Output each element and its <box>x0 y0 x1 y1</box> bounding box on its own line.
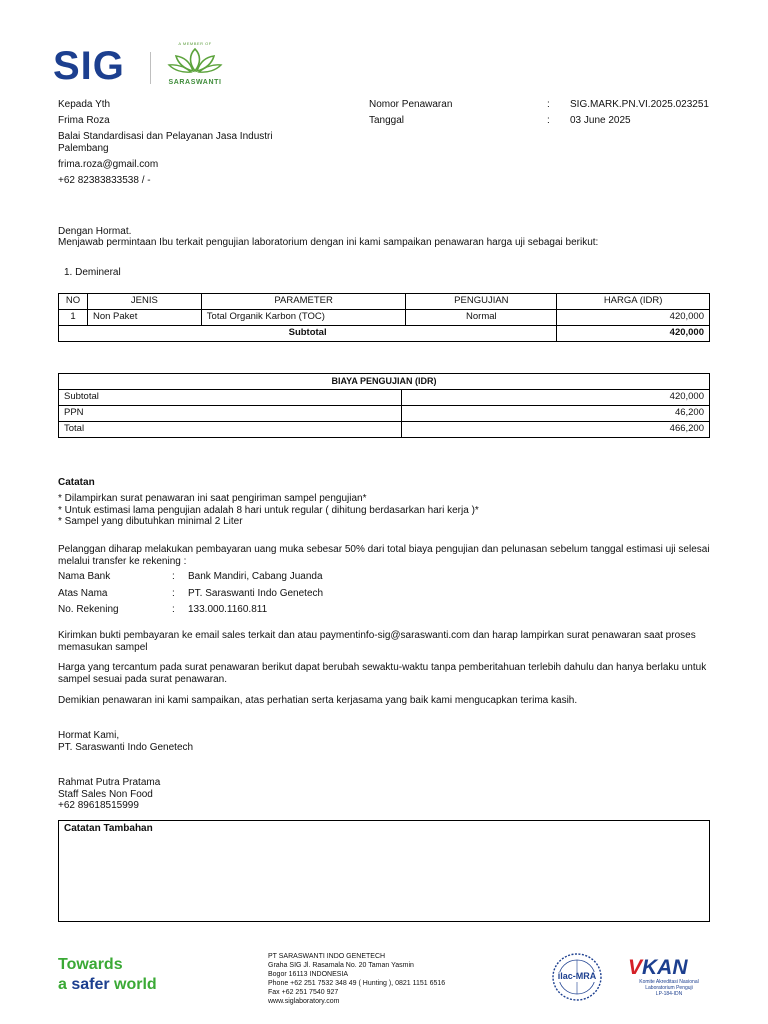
ilac-mra-logo <box>551 952 603 1002</box>
footer-address-2: Bogor 16113 INDONESIA <box>268 971 349 978</box>
note-item: * Sampel yang dibutuhkan minimal 2 Liter <box>58 516 243 527</box>
footer-address-1: Graha SIG Jl. Rasamala No. 20 Taman Yasmin <box>268 962 414 969</box>
table-row <box>59 310 710 326</box>
subtotal-value: 420,000 <box>557 326 710 342</box>
cost-label: PPN <box>59 406 402 422</box>
closing-text: Demikian penawaran ini kami sampaikan, atas perhatian serta kerjasama yang baik kami mengucapkan terima kasih. <box>58 695 578 706</box>
cost-label: Total <box>59 422 402 438</box>
separator: : <box>547 115 550 126</box>
subtotal-row <box>59 326 710 342</box>
cell-jenis: Non Paket <box>87 310 201 326</box>
cell-harga: 420,000 <box>557 310 710 326</box>
signer-phone: +62 89618515999 <box>58 800 139 811</box>
offer-number-value: SIG.MARK.PN.VI.2025.023251 <box>570 99 709 110</box>
tagline-world: world <box>109 976 157 993</box>
intro-text: Menjawab permintaan Ibu terkait pengujian laboratorium dengan ini kami sampaikan penawaran harga uji sebagai berikut: <box>58 237 599 248</box>
cost-value: 466,200 <box>402 422 710 438</box>
sig-logo: SIG <box>53 44 125 88</box>
cell-no: 1 <box>59 310 88 326</box>
table-header-row <box>59 294 710 310</box>
footer-web: www.siglaboratory.com <box>268 998 340 1005</box>
bank-name-value: Bank Mandiri, Cabang Juanda <box>188 571 323 582</box>
regards-company: PT. Saraswanti Indo Genetech <box>58 741 194 753</box>
footer-tagline <box>58 955 157 995</box>
partner-member-text: A MEMBER OF <box>178 41 212 46</box>
recipient-name: Frima Roza <box>58 115 110 126</box>
greeting: Dengan Hormat. <box>58 226 132 237</box>
table-row <box>59 406 710 422</box>
kan-mark <box>628 957 710 979</box>
offer-date-label: Tanggal <box>369 115 405 126</box>
offer-info <box>369 99 709 131</box>
tagline-line-2 <box>58 975 157 995</box>
note-item: * Untuk estimasi lama pengujian adalah 8 hari untuk regular ( dihitung berdasarkan hari kerja )* <box>58 504 479 516</box>
recipient-institution: Balai Standardisasi dan Pelayanan Jasa Industri Palembang <box>58 131 273 154</box>
table-row <box>59 422 710 438</box>
regards-line: Hormat Kami, <box>58 730 120 741</box>
signer-title: Staff Sales Non Food <box>58 788 153 800</box>
cell-parameter: Total Organik Karbon (TOC) <box>201 310 406 326</box>
recipient-phone: +62 82383833538 / - <box>58 174 151 186</box>
offer-number-label: Nomor Penawaran <box>369 99 453 110</box>
kan-id: LP-184-IDN <box>655 991 683 997</box>
separator: : <box>172 587 175 599</box>
footer-phone: Phone +62 251 7532 348 49 ( Hunting ), 0821 1151 6516 <box>268 980 446 987</box>
tagline-safer: safer <box>71 976 110 993</box>
payment-intro: Pelanggan diharap melakukan pembayaran uang muka sebesar 50% dari total biaya pengujian dan pelunasan sebelum tanggal estimasi uji selesai melalui transfer ke rekening : <box>58 544 710 567</box>
notes-list <box>58 493 710 528</box>
header-no: NO <box>59 294 88 310</box>
table-row <box>59 390 710 406</box>
test-table <box>58 293 710 342</box>
cost-value: 46,200 <box>402 406 710 422</box>
recipient-email: frima.roza@gmail.com <box>58 158 159 170</box>
cost-table-title: BIAYA PENGUJIAN (IDR) <box>59 374 710 390</box>
kan-lab: Laboratorium Penguji <box>645 985 693 991</box>
salutation: Kepada Yth <box>58 99 111 110</box>
offer-date-value: 03 June 2025 <box>570 115 631 126</box>
kan-check: V <box>628 956 643 979</box>
note-item: * Dilampirkan surat penawaran ini saat pengiriman sampel pengujian* <box>58 493 367 504</box>
subtotal-label: Subtotal <box>59 326 557 342</box>
cost-label: Subtotal <box>59 390 402 406</box>
logo-divider <box>150 52 151 84</box>
price-disclaimer-text: Harga yang tercantum pada surat penawaran berikut dapat berubah sewaktu-waktu tanpa pemberitahuan terlebih dahulu dan hanya berlaku untuk sampel sesuai pada surat penawaran. <box>58 662 707 685</box>
notes-title: Catatan <box>58 477 95 488</box>
header-harga: HARGA (IDR) <box>557 294 710 310</box>
separator: : <box>172 571 175 582</box>
header-parameter: PARAMETER <box>201 294 406 310</box>
kan-subtitle: Komite Akreditasi Nasional <box>639 979 699 985</box>
footer-fax: Fax +62 251 7540 927 <box>268 989 339 996</box>
tagline-a: a <box>58 976 72 993</box>
cost-header-row <box>59 374 710 390</box>
footer-company: PT SARASWANTI INDO GENETECH <box>268 953 386 960</box>
kan-logo <box>628 957 710 997</box>
regards-block <box>58 730 710 753</box>
kan-letters: KAN <box>642 956 688 979</box>
bank-details <box>58 571 323 621</box>
extra-notes-title: Catatan Tambahan <box>64 823 153 834</box>
separator: : <box>547 99 550 110</box>
extra-notes-box <box>58 820 710 922</box>
cell-pengujian: Normal <box>406 310 557 326</box>
tagline-line-1: Towards <box>58 956 123 973</box>
account-number-label: No. Rekening <box>58 604 119 615</box>
header-pengujian: PENGUJIAN <box>406 294 557 310</box>
leaf-icon <box>166 47 224 75</box>
bank-name-label: Nama Bank <box>58 571 111 582</box>
ilac-text: ilac-MRA <box>557 971 597 981</box>
account-number-value: 133.000.1160.811 <box>188 604 268 615</box>
account-holder-value: PT. Saraswanti Indo Genetech <box>188 587 324 599</box>
payment-proof-text: Kirimkan bukti pembayaran ke email sales terkait dan atau paymentinfo-sig@saraswanti.com dan harap lampirkan surat penawaran saat proses memasukan sampel <box>58 630 696 653</box>
saraswanti-logo <box>166 42 224 87</box>
signer-name: Rahmat Putra Pratama <box>58 777 161 788</box>
recipient-block <box>58 99 298 191</box>
partner-name: SARASWANTI <box>168 79 222 87</box>
separator: : <box>172 604 175 615</box>
signer-block <box>58 777 710 812</box>
cost-value: 420,000 <box>402 390 710 406</box>
cost-table <box>58 373 710 438</box>
account-holder-label: Atas Nama <box>58 587 108 599</box>
footer-address <box>268 952 445 1006</box>
header-jenis: JENIS <box>87 294 201 310</box>
section-title: 1. Demineral <box>64 267 121 278</box>
